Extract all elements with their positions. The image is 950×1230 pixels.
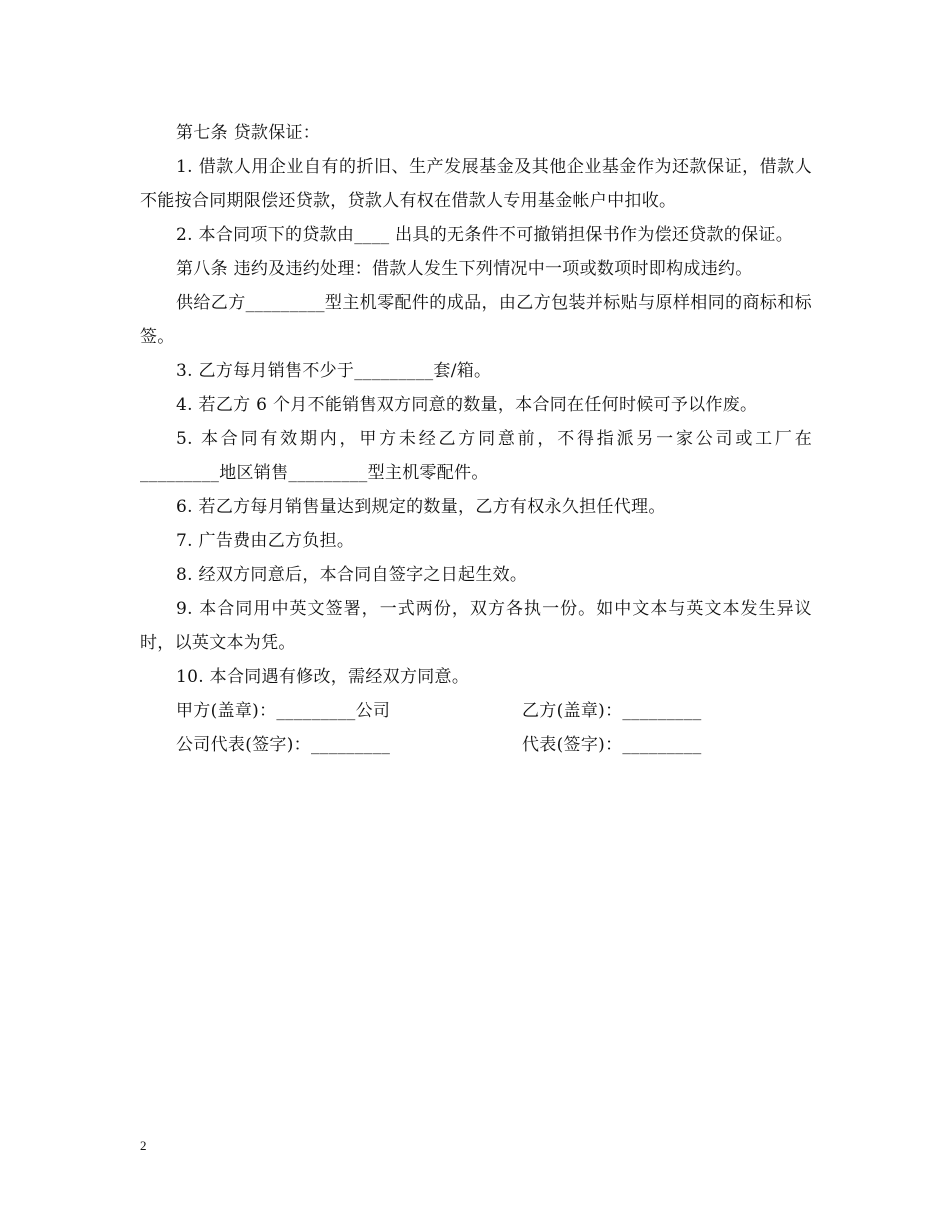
party-b-seal-field: 乙方(盖章)：_________ [522, 701, 702, 721]
article-7-heading: 第七条 贷款保证： [176, 123, 321, 143]
party-a-representative-field: 公司代表(签字)：_________ [176, 735, 391, 755]
signature-row-seals [140, 694, 812, 728]
clause-paragraph: 9. 本合同用中英文签署，一式两份，双方各执一份。如中文本与英文本发生异议时，以英文本为凭。 [140, 599, 812, 653]
clause-paragraph: 2. 本合同项下的贷款由____ 出具的无条件不可撤销担保书作为偿还贷款的保证。 [176, 225, 794, 245]
clause-paragraph: 6. 若乙方每月销售量达到规定的数量，乙方有权永久担任代理。 [176, 497, 666, 517]
party-a-seal-field: 甲方(盖章)：_________公司 [176, 701, 391, 721]
article-8-heading: 第八条 违约及违约处理：借款人发生下列情况中一项或数项时即构成违约。 [176, 259, 753, 279]
signature-row-representatives [140, 728, 812, 762]
clause-paragraph: 8. 经双方同意后，本合同自签字之日起生效。 [176, 565, 528, 585]
party-b-representative-field: 代表(签字)：_________ [522, 735, 702, 755]
clause-paragraph: 5. 本合同有效期内，甲方未经乙方同意前，不得指派另一家公司或工厂在_________地区销售_________型主机零配件。 [140, 429, 812, 483]
clause-paragraph: 10. 本合同遇有修改，需经双方同意。 [176, 667, 470, 687]
clause-paragraph: 供给乙方_________型主机零配件的成品，由乙方包装并标贴与原样相同的商标和标签。 [140, 293, 812, 347]
clause-paragraph: 4. 若乙方 6 个月不能销售双方同意的数量，本合同在任何时候可予以作废。 [176, 395, 758, 415]
document-body [140, 116, 812, 762]
page-number: 2 [140, 1138, 147, 1153]
clause-paragraph: 7. 广告费由乙方负担。 [176, 531, 355, 551]
clause-paragraph: 3. 乙方每月销售不少于_________套/箱。 [176, 361, 492, 381]
clause-paragraph: 1. 借款人用企业自有的折旧、生产发展基金及其他企业基金作为还款保证，借款人不能按合同期限偿还贷款，贷款人有权在借款人专用基金帐户中扣收。 [140, 157, 812, 211]
